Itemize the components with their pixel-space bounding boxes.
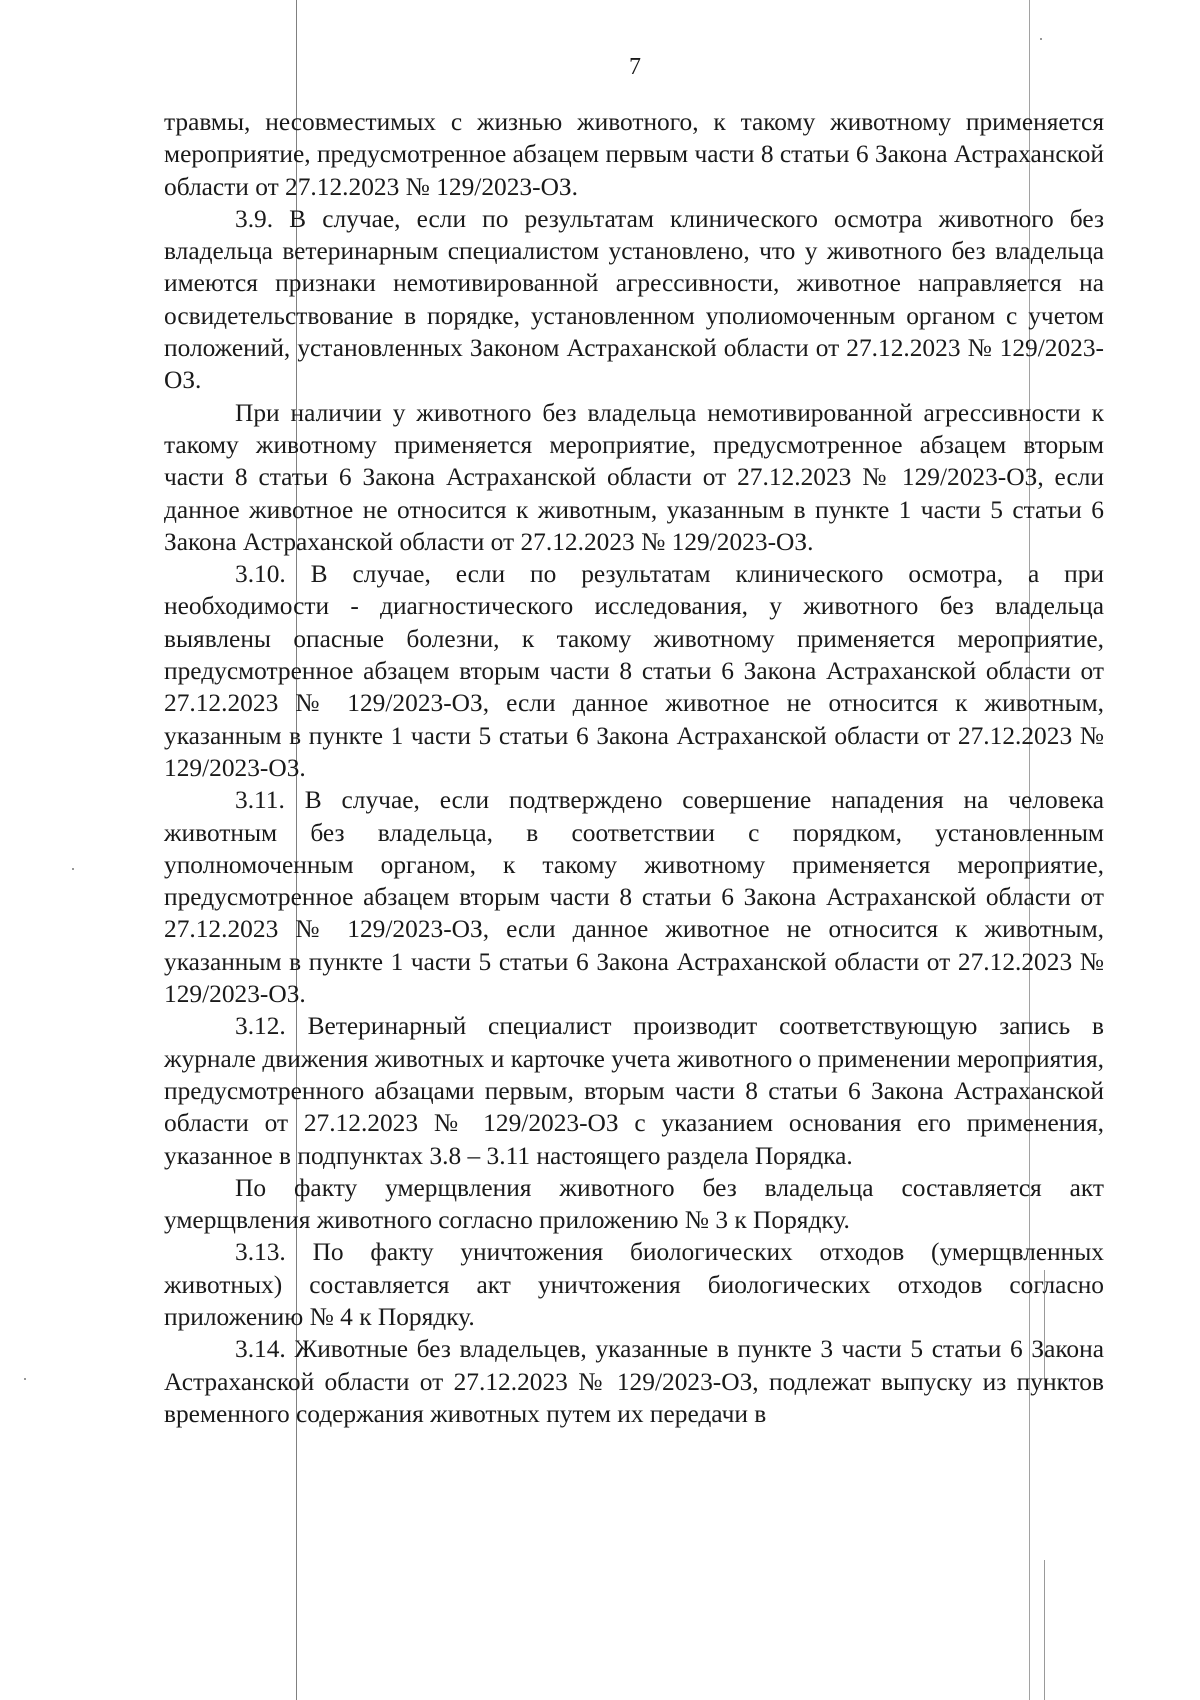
paragraph: травмы, несовместимых с жизнью животного, к такому животному применяется мероприятие, предусмотренное абзацем первым части 8 статьи 6 Закона Астраханской области от 27.12.2023 № 129/2023-ОЗ. (164, 108, 1104, 201)
document-body (164, 106, 1104, 1430)
paragraph: По факту умерщвления животного без владельца составляется акт умерщвления животного согласно приложению № 3 к Порядку. (164, 1173, 1104, 1235)
paragraph-3-11: 3.11. В случае, если подтверждено совершение нападения на человека животным без владельца, в соответствии с порядком, установленным уполномоченным органом, к такому животному применяется мероприятие, предусмотренное абзацем вторым части 8 статьи 6 Закона Астраханской области от 27.12.2023 № 129/2023-ОЗ, если данное животное не относится к животным, указанным в пункте 1 части 5 статьи 6 Закона Астраханской области от 27.12.2023 № 129/2023-ОЗ. (164, 786, 1104, 1009)
scan-artifact-line (1044, 1560, 1045, 1700)
paragraph-3-14: 3.14. Животные без владельцев, указанные в пункте 3 части 5 статьи 6 Закона Астраханской области от 27.12.2023 № 129/2023-ОЗ, подлежат выпуску из пунктов временного содержания животных путем их передачи в (164, 1335, 1104, 1428)
scan-artifact-dot (24, 1378, 26, 1380)
page-number: 7 (629, 54, 641, 80)
paragraph: При наличии у животного без владельца немотивированной агрессивности к такому животному применяется мероприятие, предусмотренное абзацем вторым части 8 статьи 6 Закона Астраханской области от 27.12.2023 № 129/2023-ОЗ, если данное животное не относится к животным, указанным в пункте 1 части 5 статьи 6 Закона Астраханской области от 27.12.2023 № 129/2023-ОЗ. (164, 398, 1104, 556)
scan-artifact-dot (72, 868, 74, 870)
paragraph-3-10: 3.10. В случае, если по результатам клинического осмотра, а при необходимости - диагностического исследования, у животного без владельца выявлены опасные болезни, к такому животному применяется мероприятие, предусмотренное абзацем вторым части 8 статьи 6 Закона Астраханской области от 27.12.2023 № 129/2023-ОЗ, если данное животное не относится к животным, указанным в пункте 1 части 5 статьи 6 Закона Астраханской области от 27.12.2023 № 129/2023-ОЗ. (164, 560, 1104, 782)
paragraph-3-9: 3.9. В случае, если по результатам клинического осмотра животного без владельца ветеринарным специалистом установлено, что у животного без владельца имеются признаки немотивированной агрессивности, животное направляется на освидетельствование в порядке, установленном уполиомоченным органом с учетом положений, установленных Законом Астраханской области от 27.12.2023 № 129/2023-ОЗ. (164, 204, 1104, 395)
paragraph-3-12: 3.12. Ветеринарный специалист производит соответствующую запись в журнале движения животных и карточке учета животного о применении мероприятия, предусмотренного абзацами первым, вторым части 8 статьи 6 Закона Астраханской области от 27.12.2023 № 129/2023-ОЗ с указанием основания его применения, указанное в подпунктах 3.8 – 3.11 настоящего раздела Порядка. (164, 1012, 1104, 1170)
scan-artifact-dot (1040, 38, 1042, 40)
paragraph-3-13: 3.13. По факту уничтожения биологических отходов (умерщвленных животных) составляется акт уничтожения биологических отходов согласно приложению № 4 к Порядку. (164, 1238, 1104, 1331)
